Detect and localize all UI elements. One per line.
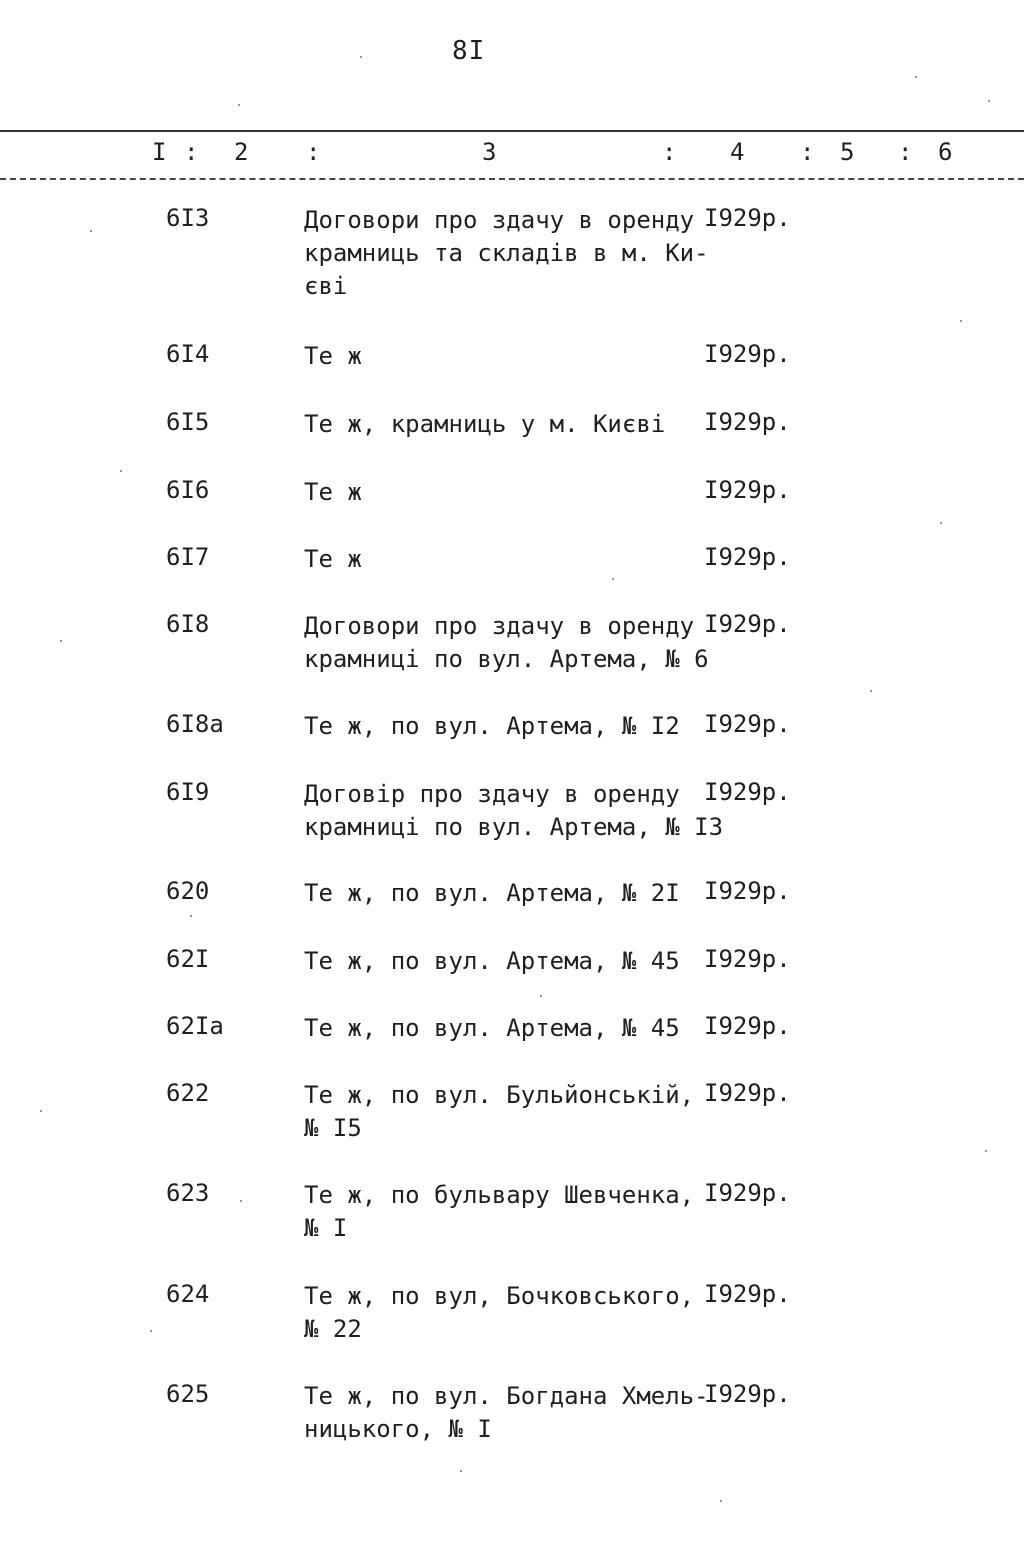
item-year: I929р.: [704, 543, 791, 571]
item-year: I929р.: [704, 1280, 791, 1308]
column-1-label: I: [152, 138, 167, 166]
item-number: 622: [166, 1079, 210, 1107]
item-year: I929р.: [704, 340, 791, 368]
item-number: 6I5: [166, 408, 210, 436]
column-separator: :: [898, 138, 913, 166]
item-number: 6I3: [166, 204, 210, 232]
item-number: 6I6: [166, 476, 210, 504]
item-year: I929р.: [704, 1012, 791, 1040]
item-description: Те ж, по вул. Артема, № 45: [304, 1014, 680, 1042]
item-description: Договори про здачу в оренду крамниць та складів в м. Ки- єві: [304, 206, 709, 300]
item-description: Те ж, по бульвару Шевченка, № I: [304, 1181, 695, 1242]
item-year: I929р.: [704, 204, 791, 232]
column-6-label: 6: [938, 138, 953, 166]
item-description: Договір про здачу в оренду крамниці по вул. Артема, № I3: [304, 780, 724, 841]
item-description: Договори про здачу в оренду крамниці по вул. Артема, № 6: [304, 612, 709, 673]
item-description: Те ж, крамниць у м. Києві: [304, 410, 666, 438]
item-description: Те ж, по вул. Богдана Хмель- ницького, № I: [304, 1382, 709, 1443]
item-number: 623: [166, 1179, 210, 1207]
item-description: Те ж, по вул. Бульйонській, № I5: [304, 1081, 695, 1142]
item-year: I929р.: [704, 945, 791, 973]
column-5-label: 5: [840, 138, 855, 166]
header-rule-bottom: [0, 178, 1024, 180]
item-number: 62Iа: [166, 1012, 224, 1040]
item-year: I929р.: [704, 877, 791, 905]
item-description: Те ж, по вул, Бочковського, № 22: [304, 1282, 695, 1343]
item-number: 62I: [166, 945, 210, 973]
item-number: 624: [166, 1280, 210, 1308]
item-year: I929р.: [704, 1179, 791, 1207]
column-4-label: 4: [730, 138, 745, 166]
item-description: Те ж: [304, 478, 362, 506]
column-separator: :: [184, 138, 199, 166]
page-number: 8I: [452, 36, 486, 66]
item-number: 6I8а: [166, 710, 224, 738]
item-description: Те ж: [304, 545, 362, 573]
item-year: I929р.: [704, 408, 791, 436]
column-separator: :: [662, 138, 677, 166]
item-description: Те ж, по вул. Артема, № I2: [304, 712, 680, 740]
column-3-label: 3: [482, 138, 497, 166]
item-year: I929р.: [704, 1079, 791, 1107]
item-number: 620: [166, 877, 210, 905]
item-description: Те ж, по вул. Артема, № 2I: [304, 879, 680, 907]
column-2-label: 2: [234, 138, 249, 166]
item-description: Те ж: [304, 342, 362, 370]
item-year: I929р.: [704, 610, 791, 638]
item-year: I929р.: [704, 710, 791, 738]
item-number: 6I9: [166, 778, 210, 806]
item-year: I929р.: [704, 476, 791, 504]
item-number: 6I8: [166, 610, 210, 638]
item-year: I929р.: [704, 778, 791, 806]
header-rule-top: [0, 130, 1024, 132]
item-number: 6I4: [166, 340, 210, 368]
item-number: 625: [166, 1380, 210, 1408]
column-separator: :: [306, 138, 321, 166]
item-description: Те ж, по вул. Артема, № 45: [304, 947, 680, 975]
item-number: 6I7: [166, 543, 210, 571]
column-separator: :: [800, 138, 815, 166]
item-year: I929р.: [704, 1380, 791, 1408]
